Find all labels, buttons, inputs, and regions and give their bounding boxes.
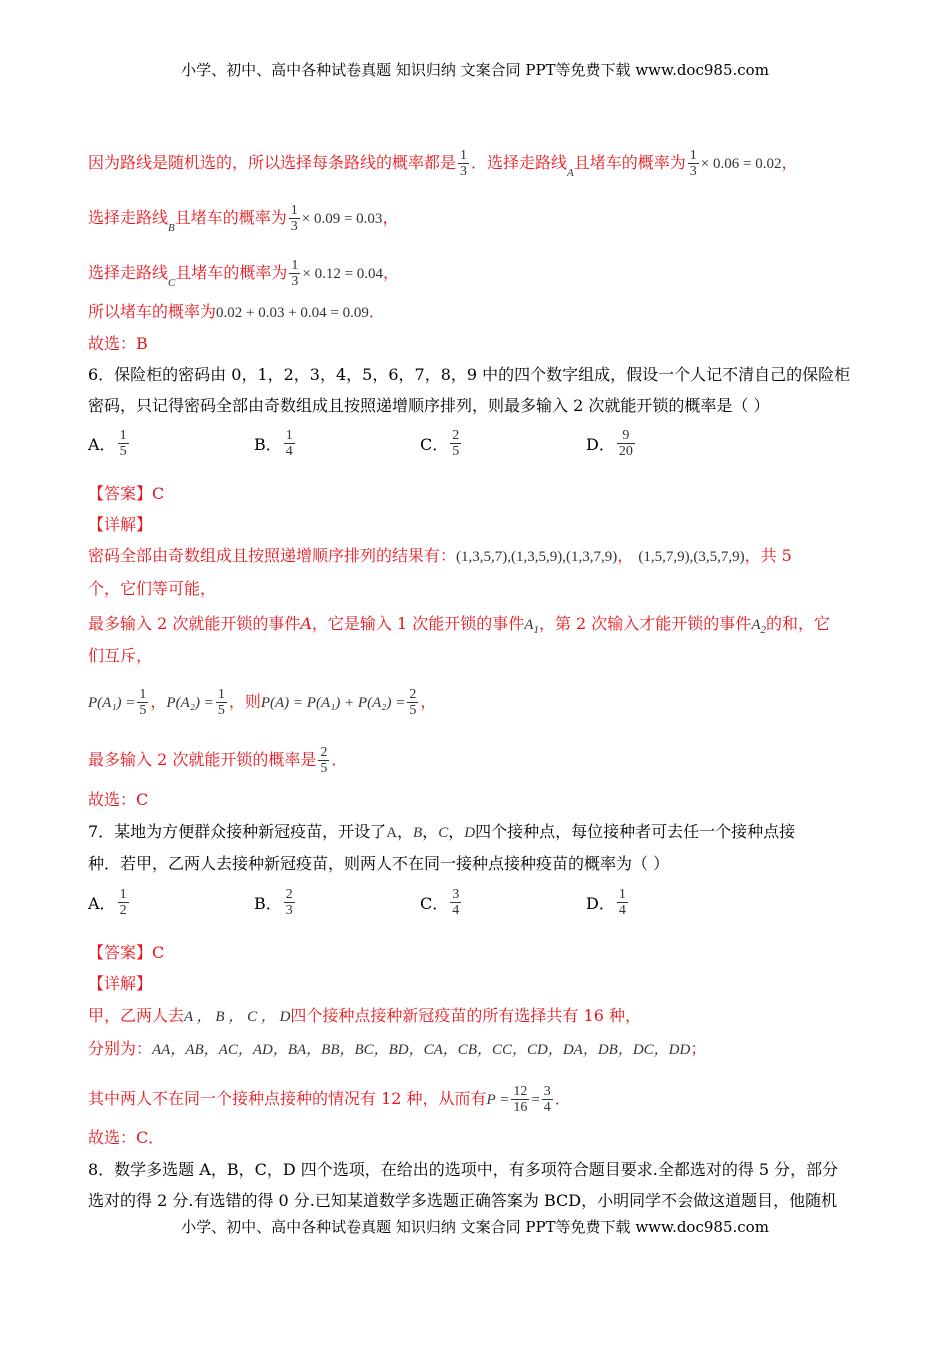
fraction-one-third: $\frac{1}{3}$ [460, 148, 468, 179]
math-expression: (1,5,7,9),(3,5,7,9) [638, 549, 745, 565]
page-footer: 小学、初中、高中各种试卷真题 知识归纳 文案合同 PPT等免费下载 www.doc985.com [181, 1218, 769, 1236]
pair-list: AA，AB，AC，AD，BA，BB，BC，BD，CA，CB，CC，CD，DA，DB，DC，DD [152, 1042, 691, 1058]
q6-explain-line-5: P(A₁) = $\frac{1}{5}$ ，P(A₂) = $\frac{1}{5}$ ，则P(A) = P(A₁) + P(A₂) = $\frac{2}{5}$ ， [88, 687, 437, 718]
math-expression: (1,3,5,7),(1,3,5,9),(1,3,7,9) [456, 549, 618, 565]
q7-explain-line-2: 分别为：AA，AB，AC，AD，BA，BB，BC，BD，CA，CB，CC，CD，DA，DB，DC，DD； [88, 1039, 707, 1058]
q6-explain-line-4: 们互斥， [88, 646, 153, 665]
q6-explain-line-3: 最多输入 2 次就能开锁的事件A，它是输入 1 次能开锁的事件$A_1$，第 2 次输入才能开锁的事件$A_2$的和，它 [88, 614, 830, 636]
prev-line-1: 因为路线是随机选的，所以选择每条路线的概率都是 $\frac{1}{3}$ ．选择走路线$_A$且堵车的概率为 $\frac{1}{3}$ × 0.06 = 0.02， [88, 148, 798, 179]
q6-choose: 故选：C [88, 790, 149, 809]
prev-line-4: 所以堵车的概率为0.02 + 0.03 + 0.04 = 0.09． [88, 302, 385, 321]
q6-stem-line-1: 6．保险柜的密码由 0，1，2，3，4，5，6，7，8，9 中的四个数字组成，假设一个人记不清自己的保险柜 [88, 365, 851, 384]
prev-line-3: 选择走路线$_C$且堵车的概率为 $\frac{1}{3}$ × 0.12 = 0.04， [88, 258, 400, 289]
q7-option-c: C． $\frac{3}{4}$ [420, 887, 460, 918]
math-expression: 0.02 + 0.03 + 0.04 = 0.09 [216, 305, 369, 321]
q7-option-b: B． $\frac{2}{3}$ [254, 887, 293, 918]
q6-answer: 【答案】C [88, 484, 165, 503]
math-expression: × 0.06 = 0.02 [700, 156, 782, 172]
q7-stem-line-2: 种．若甲，乙两人去接种新冠疫苗，则两人不在同一接种点接种疫苗的概率为（ ） [88, 854, 670, 873]
q6-explain-line-2: 个，它们等可能， [88, 579, 217, 598]
q7-explain-line-3: 其中两人不在同一个接种点接种的情况有 12 种，从而有P = $\frac{12}{16}$ = $\frac{3}{4}$ ． [88, 1084, 571, 1115]
q6-explain-line-6: 最多输入 2 次就能开锁的概率是 $\frac{2}{5}$ ． [88, 745, 348, 776]
q6-option-c: C． $\frac{2}{5}$ [420, 428, 460, 459]
math-expression: × 0.12 = 0.04 [302, 266, 384, 282]
q7-option-d: D． $\frac{1}{4}$ [586, 887, 626, 918]
page-header: 小学、初中、高中各种试卷真题 知识归纳 文案合同 PPT等免费下载 www.doc985.com [181, 61, 769, 79]
q6-option-b: B． $\frac{1}{4}$ [254, 428, 293, 459]
q6-option-d: D． $\frac{9}{20}$ [586, 428, 633, 459]
q6-stem-line-2: 密码，只记得密码全部由奇数组成且按照递增顺序排列，则最多输入 2 次就能开锁的概率是（ ） [88, 396, 770, 415]
q7-option-a: A． $\frac{1}{2}$ [88, 887, 127, 918]
q7-answer: 【答案】C [88, 943, 165, 962]
q7-choose: 故选：C． [88, 1128, 165, 1147]
q6-option-a: A． $\frac{1}{5}$ [88, 428, 127, 459]
q7-explain-line-1: 甲，乙两人去A ， B ， C ， D四个接种点接种新冠疫苗的所有选择共有 16 种， [88, 1006, 641, 1025]
q7-detail-heading: 【详解】 [88, 974, 153, 993]
q6-detail-heading: 【详解】 [88, 515, 153, 534]
prev-choose: 故选：B [88, 334, 148, 353]
math-expression: × 0.09 = 0.03 [301, 211, 383, 227]
q8-stem-line-1: 8．数学多选题 A，B，C，D 四个选项，在给出的选项中，有多项符合题目要求.全都选对的得 5 分，部分 [88, 1160, 839, 1179]
q7-stem-line-1: 7．某地为方便群众接种新冠疫苗，开设了A，B，C，D四个接种点，每位接种者可去任一个接种点接 [88, 822, 796, 841]
q8-stem-line-2: 选对的得 2 分.有选错的得 0 分.已知某道数学多选题正确答案为 BCD，小明同学不会做这道题目，他随机 [88, 1191, 838, 1210]
q6-explain-line-1: 密码全部由奇数组成且按照递增顺序排列的结果有：(1,3,5,7),(1,3,5,9),(1,3,7,9)， (1,5,7,9),(3,5,7,9)，共 5 [88, 546, 792, 565]
prev-line-2: 选择走路线$_B$且堵车的概率为 $\frac{1}{3}$ × 0.09 = 0.03， [88, 203, 399, 234]
